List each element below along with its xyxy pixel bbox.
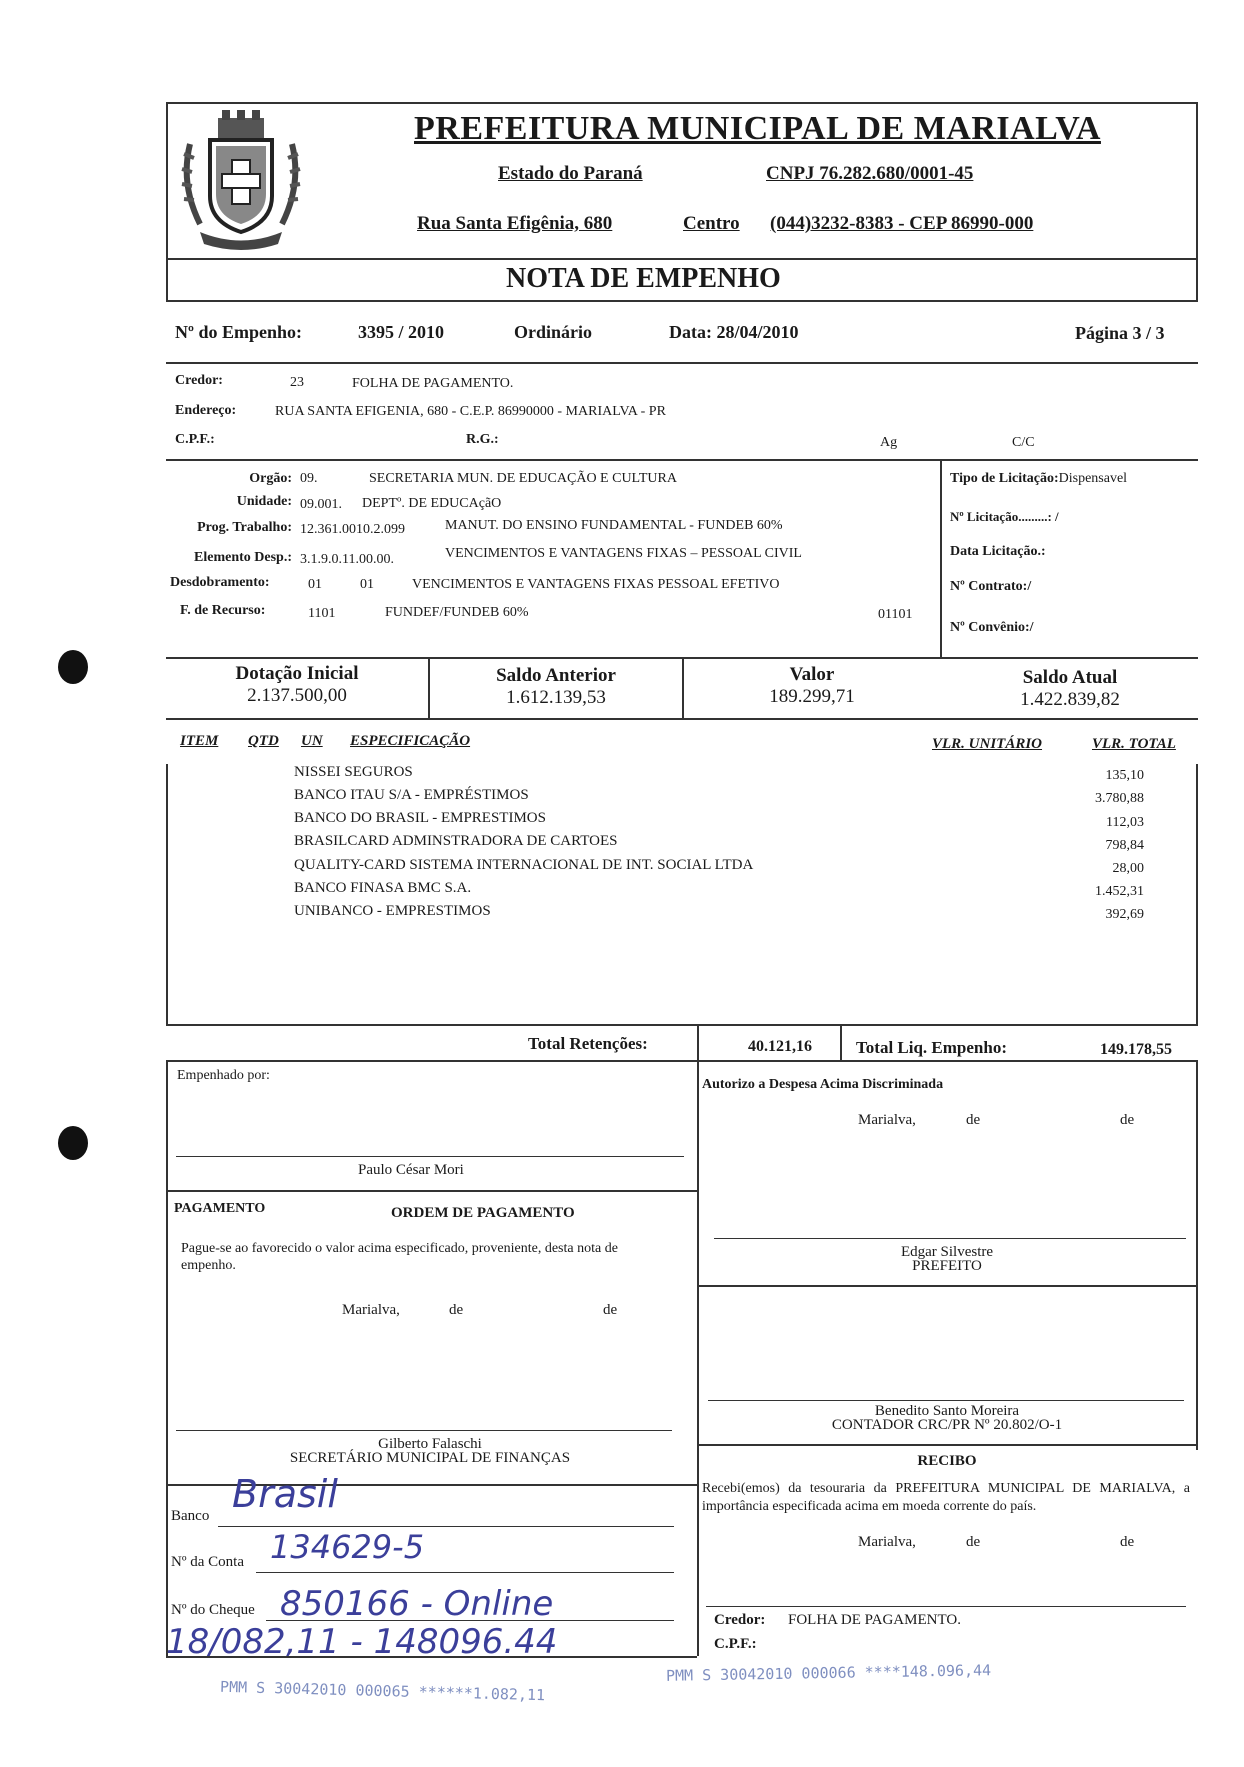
contador-role: CONTADOR CRC/PR Nº 20.802/O-1 xyxy=(831,1417,1063,1433)
credor-code: 23 xyxy=(290,375,304,390)
licitacao-numero: Nº Licitação.........: / xyxy=(950,509,1059,524)
header-state: Estado do Paraná xyxy=(498,163,643,184)
col-qtd: QTD xyxy=(248,733,279,749)
divider xyxy=(166,1060,1198,1062)
divider xyxy=(697,1444,1197,1446)
list-item-value: 135,10 xyxy=(1105,768,1144,783)
autorizo-place: Marialva, xyxy=(858,1112,916,1128)
endereco-label: Endereço: xyxy=(175,403,237,418)
header-district: Centro xyxy=(683,213,740,234)
recibo-cpf-label: C.P.F.: xyxy=(714,1636,757,1652)
signature-line xyxy=(714,1238,1186,1239)
list-item-value: 392,69 xyxy=(1105,907,1144,922)
list-item-value: 798,84 xyxy=(1105,838,1144,853)
saldo-dotacao: Dotação Inicial 2.137.500,00 xyxy=(235,663,359,706)
empenhado-name: Paulo César Mori xyxy=(358,1162,464,1178)
pagamento-place: Marialva, xyxy=(342,1302,400,1318)
bank-stamp-left: PMM S 30042010 000065 ******1.082,11 xyxy=(219,1677,546,1705)
cheque-handwritten: 850166 - Online xyxy=(280,1584,554,1624)
credor-label: Credor: xyxy=(175,373,223,388)
empenho-type: Ordinário xyxy=(514,322,593,342)
total-liq-value: 149.178,55 xyxy=(1100,1041,1172,1058)
autorizo-de2: de xyxy=(1120,1112,1135,1128)
orgao-label: Orgão: xyxy=(249,471,292,486)
list-item-value: 112,03 xyxy=(1106,815,1144,830)
unidade-name: DEPTº. DE EDUCAçãO xyxy=(362,496,502,511)
pagamento-de1: de xyxy=(449,1302,464,1318)
contador-name: Benedito Santo Moreira xyxy=(874,1403,1020,1419)
autorizo-role: PREFEITO xyxy=(912,1258,982,1274)
header-cnpj: CNPJ 76.282.680/0001-45 xyxy=(766,163,974,184)
conta-handwritten: 134629-5 xyxy=(270,1528,425,1566)
col-vlr-unit: VLR. UNITÁRIO xyxy=(932,736,1043,752)
prog-label: Prog. Trabalho: xyxy=(197,520,292,535)
licitacao-data: Data Licitação.: xyxy=(950,544,1046,559)
divider xyxy=(1196,764,1198,1026)
endereco-value: RUA SANTA EFIGENIA, 680 - C.E.P. 86990000 - MARIALVA - PR xyxy=(275,404,666,419)
empenhado-label: Empenhado por: xyxy=(177,1068,270,1083)
pagamento-signer xyxy=(170,1436,690,1467)
list-item: NISSEI SEGUROS xyxy=(294,764,413,780)
desd-name: VENCIMENTOS E VANTAGENS FIXAS PESSOAL EFETIVO xyxy=(412,577,780,592)
licitacao-convenio: Nº Convênio:/ xyxy=(950,620,1034,635)
recibo-place: Marialva, xyxy=(858,1534,916,1550)
unidade-label: Unidade: xyxy=(236,494,292,509)
col-spec: ESPECIFICAÇÃO xyxy=(350,733,471,749)
cheque-label: Nº do Cheque xyxy=(171,1602,255,1618)
recibo-label: RECIBO xyxy=(917,1453,977,1469)
total-retencoes-label: Total Retenções: xyxy=(528,1034,648,1053)
autorizo-signer xyxy=(710,1244,1184,1275)
recibo-de1: de xyxy=(966,1534,981,1550)
list-item: BANCO DO BRASIL - EMPRESTIMOS xyxy=(294,810,546,826)
saldo-atual: Saldo Atual 1.422.839,82 xyxy=(1020,667,1120,710)
conta-line xyxy=(256,1572,674,1573)
conta-label: Nº da Conta xyxy=(171,1554,244,1570)
orgao-name: SECRETARIA MUN. DE EDUCAÇÃO E CULTURA xyxy=(369,471,677,486)
rg-label: R.G.: xyxy=(466,432,499,447)
list-item-value: 1.452,31 xyxy=(1095,884,1144,899)
cc-label: C/C xyxy=(1012,435,1035,450)
licitacao-tipo: Tipo de Licitação:Dispensavel xyxy=(950,471,1128,486)
saldo-valor: Valor 189.299,71 xyxy=(769,664,855,707)
elem-code: 3.1.9.0.11.00.00. xyxy=(300,552,394,567)
orgao-code: 09. xyxy=(300,471,318,486)
col-item: ITEM xyxy=(180,733,219,749)
desd-code-1: 01 xyxy=(308,577,322,592)
pagamento-role: SECRETÁRIO MUNICIPAL DE FINANÇAS xyxy=(289,1450,571,1466)
col-vlr-total: VLR. TOTAL xyxy=(1092,736,1176,752)
divider xyxy=(840,1024,842,1062)
banco-line xyxy=(218,1526,674,1527)
recurso-code: 1101 xyxy=(308,606,336,621)
divider xyxy=(166,258,1198,260)
recibo-credor-label: Credor: xyxy=(714,1612,766,1628)
list-item: BANCO ITAU S/A - EMPRÉSTIMOS xyxy=(294,787,529,803)
divider xyxy=(697,1285,1197,1287)
prog-code: 12.361.0010.2.099 xyxy=(300,522,405,537)
autorizo-de1: de xyxy=(966,1112,981,1128)
divider xyxy=(166,764,168,1026)
total-retencoes-value: 40.121,16 xyxy=(748,1038,812,1055)
recurso-name: FUNDEF/FUNDEB 60% xyxy=(385,605,529,620)
list-item-value: 3.780,88 xyxy=(1095,791,1144,806)
banco-label: Banco xyxy=(171,1508,210,1524)
divider xyxy=(940,459,942,659)
signature-line xyxy=(708,1400,1184,1401)
divider xyxy=(697,1060,699,1656)
punch-hole xyxy=(58,1126,88,1160)
empenho-page: Página 3 / 3 xyxy=(1075,323,1165,343)
signature-line xyxy=(706,1606,1186,1607)
signature-line xyxy=(176,1430,672,1431)
signature-line xyxy=(176,1156,684,1157)
empenho-date: Data: 28/04/2010 xyxy=(669,322,799,342)
doc-title: NOTA DE EMPENHO xyxy=(506,263,781,294)
banco-handwritten: Brasil xyxy=(232,1472,338,1516)
recibo-de2: de xyxy=(1120,1534,1135,1550)
col-un: UN xyxy=(301,733,323,749)
divider xyxy=(166,1656,697,1658)
list-item: BRASILCARD ADMINSTRADORA DE CARTOES xyxy=(294,833,618,849)
header-address: Rua Santa Efigênia, 680 xyxy=(417,213,613,234)
pagamento-label: PAGAMENTO xyxy=(174,1201,266,1216)
pagamento-name: Gilberto Falaschi xyxy=(378,1436,482,1452)
list-item: QUALITY-CARD SISTEMA INTERNACIONAL DE INT. SOCIAL LTDA xyxy=(294,857,754,873)
empenho-number: 3395 / 2010 xyxy=(358,322,445,342)
recibo-credor-value: FOLHA DE PAGAMENTO. xyxy=(788,1612,961,1628)
autorizo-label: Autorizo a Despesa Acima Discriminada xyxy=(702,1077,944,1092)
divider xyxy=(166,362,1198,364)
header-title: PREFEITURA MUNICIPAL DE MARIALVA xyxy=(414,110,1101,147)
recurso-sub: 01101 xyxy=(878,607,913,622)
ordem-pagamento-label: ORDEM DE PAGAMENTO xyxy=(391,1205,575,1221)
coat-of-arms-icon xyxy=(170,104,312,254)
total-liq-label: Total Liq. Empenho: xyxy=(856,1038,1007,1057)
list-item: BANCO FINASA BMC S.A. xyxy=(294,880,472,896)
recibo-text: Recebi(emos) da tesouraria da PREFEITURA MUNICIPAL DE MARIALVA, a importância especificada acima em moeda corrente do país. xyxy=(702,1481,1190,1514)
desd-code-2: 01 xyxy=(360,577,374,592)
list-item-value: 28,00 xyxy=(1112,861,1144,876)
bank-stamp-right: PMM S 30042010 000066 ****148.096,44 xyxy=(665,1661,992,1685)
unidade-code: 09.001. xyxy=(300,497,342,512)
pagamento-de2: de xyxy=(603,1302,618,1318)
licitacao-contrato: Nº Contrato:/ xyxy=(950,579,1032,594)
cpf-label: C.P.F.: xyxy=(175,432,215,447)
pagamento-text: Pague-se ao favorecido o valor acima especificado, proveniente, desta nota de empenho. xyxy=(181,1241,618,1273)
ag-label: Ag xyxy=(880,435,898,450)
divider xyxy=(166,1060,168,1656)
saldo-anterior: Saldo Anterior 1.612.139,53 xyxy=(496,665,616,708)
empenho-label: Nº do Empenho: xyxy=(175,322,302,342)
divider xyxy=(166,459,1198,461)
list-item: UNIBANCO - EMPRESTIMOS xyxy=(294,903,491,919)
elem-label: Elemento Desp.: xyxy=(194,550,292,565)
divider xyxy=(166,1024,1198,1026)
header-phone-cep: (044)3232-8383 - CEP 86990-000 xyxy=(770,213,1034,234)
elem-name: VENCIMENTOS E VANTAGENS FIXAS – PESSOAL CIVIL xyxy=(445,546,802,561)
prog-name: MANUT. DO ENSINO FUNDAMENTAL - FUNDEB 60% xyxy=(445,518,783,533)
autorizo-name: Edgar Silvestre xyxy=(900,1244,994,1260)
recurso-label: F. de Recurso: xyxy=(180,603,266,618)
divider xyxy=(1196,1060,1198,1450)
desd-label: Desdobramento: xyxy=(170,575,270,590)
punch-hole xyxy=(58,650,88,684)
divider xyxy=(166,1190,697,1192)
divider xyxy=(697,1024,699,1062)
credor-name: FOLHA DE PAGAMENTO. xyxy=(352,376,514,391)
extra-handwritten: 18/082,11 - 148096.44 xyxy=(166,1622,558,1662)
contador-signer xyxy=(710,1403,1184,1434)
